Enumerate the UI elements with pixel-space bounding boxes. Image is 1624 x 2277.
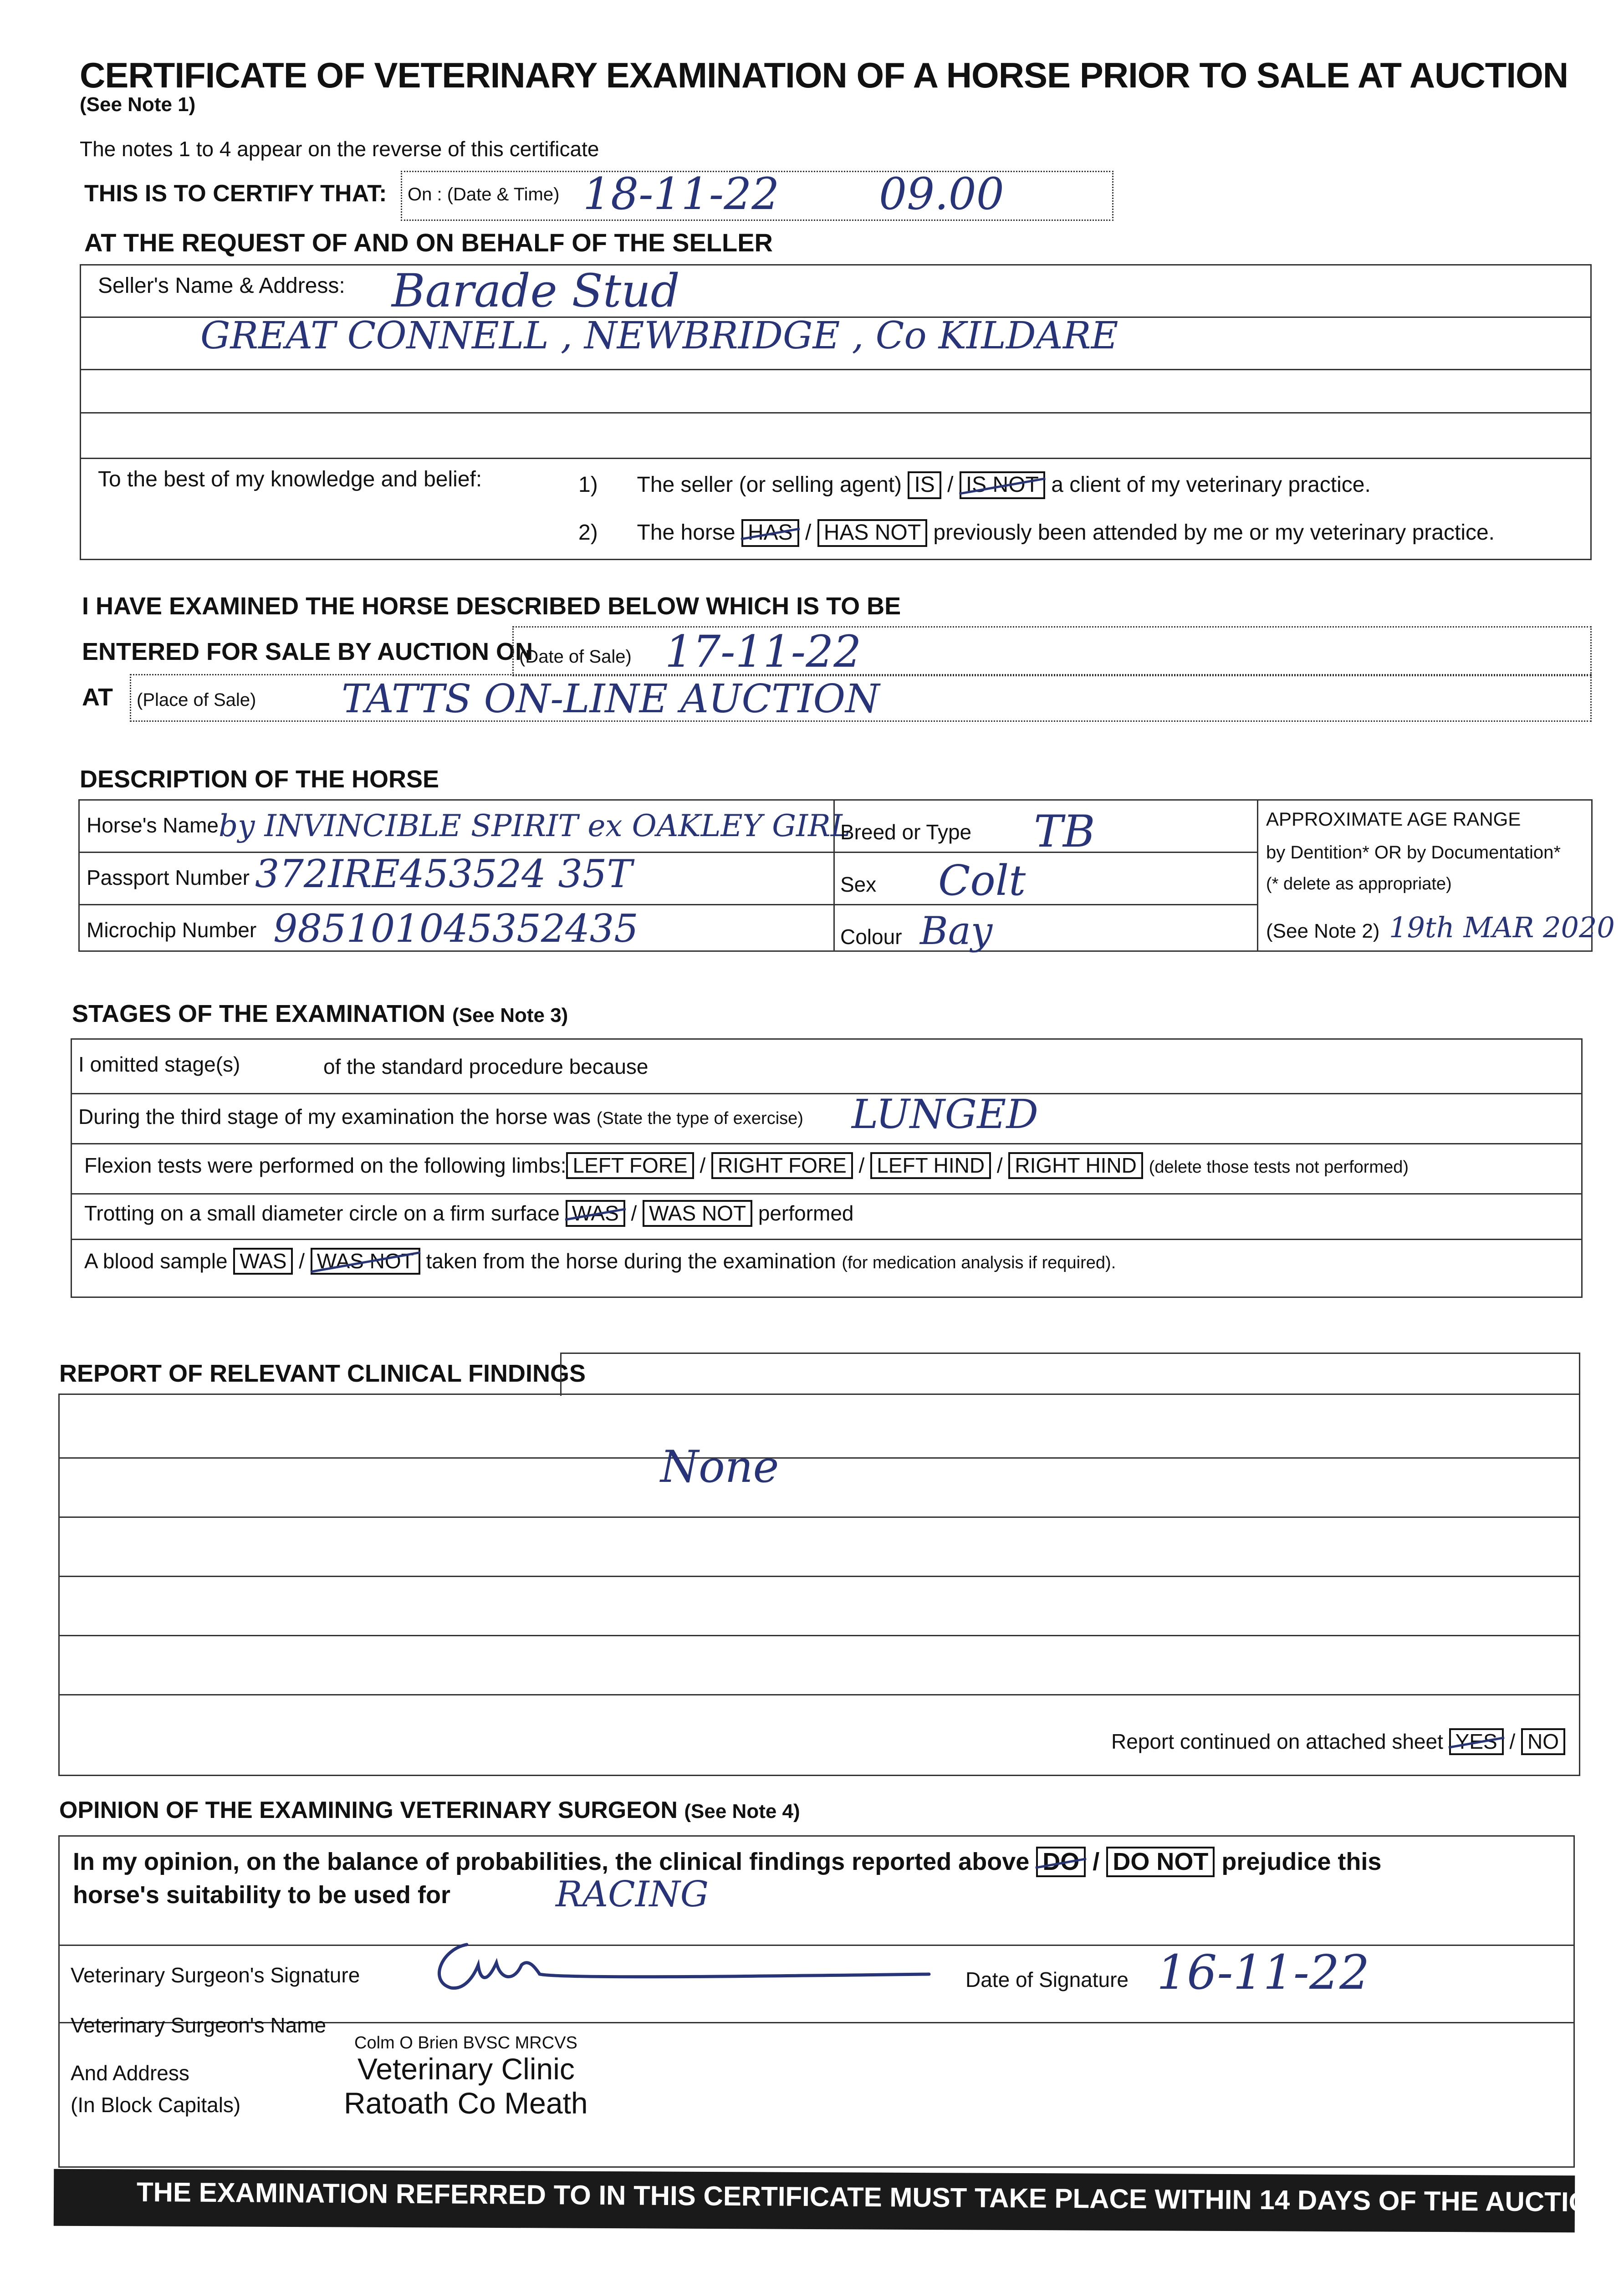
opinion-heading: [59, 1797, 800, 1824]
blood-was-not-option: WAS NOT: [311, 1248, 420, 1275]
exam-time-value: 09.00: [879, 168, 1004, 220]
seller-name-address-label: Seller's Name & Address:: [98, 274, 345, 298]
vet-name-label: Veterinary Surgeon's Name: [71, 2013, 327, 2037]
request-line: AT THE REQUEST OF AND ON BEHALF OF THE SELLER: [84, 228, 773, 257]
separator: /: [299, 1249, 305, 1273]
has-not-option: HAS NOT: [817, 519, 927, 547]
third-stage-note: (State the type of exercise): [596, 1109, 803, 1128]
blood-was-option: WAS: [233, 1248, 293, 1275]
on-date-time-label: On : (Date & Time): [408, 184, 560, 204]
report-continued-label: Report continued on attached sheet: [1111, 1730, 1443, 1753]
opinion-do-not-option: DO NOT: [1106, 1847, 1215, 1877]
horse-name-value: by INVINCIBLE SPIRIT ex OAKLEY GIRL: [219, 808, 851, 843]
item2-number: 2): [578, 521, 598, 545]
item2-post: previously been attended by me or my veterinary practice.: [933, 521, 1495, 545]
exam-date-value: 18-11-22: [583, 168, 780, 220]
is-not-option: IS NOT: [960, 471, 1045, 499]
place-of-sale-label: (Place of Sale): [137, 690, 256, 710]
flexion-label: Flexion tests were performed on the following limbs:: [84, 1154, 567, 1177]
entered-for-sale-label: ENTERED FOR SALE BY AUCTION ON: [82, 638, 533, 665]
date-of-sale-value: 17-11-22: [665, 626, 862, 677]
stages-heading: [72, 1000, 568, 1028]
date-of-signature-label: Date of Signature: [965, 1968, 1129, 1991]
seller-line-4: [81, 458, 1591, 459]
separator: /: [947, 473, 954, 497]
block-capitals-label: (In Block Capitals): [71, 2093, 241, 2117]
date-of-signature-value: 16-11-22: [1157, 1945, 1370, 2000]
item1-text: The seller (or selling agent): [637, 473, 902, 497]
seller-client-statement: [578, 471, 1371, 499]
report-line-1: [60, 1457, 1579, 1459]
signature-label: Veterinary Surgeon's Signature: [71, 1963, 360, 1987]
report-line-5: [60, 1694, 1579, 1695]
item1-post: a client of my veterinary practice.: [1051, 473, 1371, 497]
examined-heading: I HAVE EXAMINED THE HORSE DESCRIBED BELOW WHICH IS TO BE: [82, 592, 901, 620]
certificate-title: CERTIFICATE OF VETERINARY EXAMINATION OF A HORSE PRIOR TO SALE AT AUCTION: [80, 55, 1568, 95]
clinical-finding-value: None: [660, 1441, 779, 1492]
omitted-stage-post: of the standard procedure because: [323, 1055, 649, 1078]
horse-name-label: Horse's Name: [87, 813, 219, 837]
is-option: IS: [908, 471, 941, 499]
horse-attended-statement: [578, 519, 1495, 547]
seller-line-2: [81, 369, 1591, 370]
passport-label: Passport Number: [87, 866, 250, 889]
at-label: AT: [82, 684, 113, 711]
opinion-text: In my opinion, on the balance of probabilities, the clinical findings reported above: [73, 1848, 1030, 1875]
stages-see-note-3: (See Note 3): [452, 1004, 568, 1026]
age-range-line3: (* delete as appropriate): [1266, 874, 1452, 893]
seller-name-value: Barade Stud: [392, 264, 680, 317]
third-stage-line: [78, 1104, 803, 1129]
item2-text: The horse: [637, 521, 735, 545]
see-note-1: (See Note 1): [80, 93, 196, 116]
separator: /: [1093, 1848, 1100, 1875]
breed-label: Breed or Type: [840, 820, 972, 844]
microchip-label: Microchip Number: [87, 918, 257, 942]
separator: /: [1509, 1730, 1516, 1753]
report-line-2: [60, 1516, 1579, 1518]
vet-stamp-line2: Veterinary Clinic: [357, 2052, 575, 2086]
vet-signature: [424, 1931, 938, 1999]
intended-use-value: RACING: [556, 1874, 709, 1915]
separator: /: [805, 521, 812, 545]
third-stage-value: LUNGED: [852, 1091, 1038, 1138]
opinion-heading-text: OPINION OF THE EXAMINING VETERINARY SURGEON: [59, 1797, 678, 1823]
seller-address-value: GREAT CONNELL , NEWBRIDGE , Co KILDARE: [200, 314, 1118, 357]
age-value: 19th MAR 2020: [1389, 911, 1615, 944]
description-heading: DESCRIPTION OF THE HORSE: [80, 766, 439, 793]
stages-line-3: [72, 1193, 1582, 1195]
passport-value: 372IRE453524 35T: [255, 852, 633, 896]
trotting-was-option: WAS: [566, 1200, 625, 1227]
colour-value: Bay: [920, 909, 993, 953]
report-continued-line: [1111, 1728, 1565, 1755]
blood-note: (for medication analysis if required).: [842, 1253, 1116, 1272]
description-divider-2: [1257, 799, 1258, 952]
sex-label: Sex: [840, 873, 877, 896]
report-box: [58, 1394, 1580, 1776]
flexion-left-fore: LEFT FORE: [566, 1152, 694, 1179]
report-heading-box: [560, 1353, 1580, 1396]
blood-sample-line: [84, 1248, 1116, 1275]
separator: /: [996, 1154, 1003, 1177]
opinion-line2: horse's suitability to be used for: [73, 1881, 450, 1909]
flexion-line: [84, 1152, 1409, 1179]
flexion-note: (delete those tests not performed): [1149, 1158, 1409, 1177]
opinion-see-note-4: (See Note 4): [684, 1800, 800, 1823]
trotting-post: performed: [758, 1201, 854, 1225]
has-option: HAS: [741, 519, 799, 547]
description-row-line-2: [80, 904, 1257, 905]
notes-line: The notes 1 to 4 appear on the reverse of this certificate: [80, 137, 599, 161]
footer-banner-text: THE EXAMINATION REFERRED TO IN THIS CERTIFICATE MUST TAKE PLACE WITHIN 14 DAYS OF THE AUCTION: [136, 2176, 1610, 2218]
trotting-was-not-option: WAS NOT: [643, 1200, 752, 1227]
stages-heading-text: STAGES OF THE EXAMINATION: [72, 1000, 446, 1027]
vet-address-label: And Address: [71, 2061, 189, 2085]
stages-line-1: [72, 1093, 1582, 1094]
vet-stamp-line1: Colm O Brien BVSC MRCVS: [354, 2033, 577, 2052]
report-line-4: [60, 1635, 1579, 1636]
knowledge-label: To the best of my knowledge and belief:: [98, 467, 482, 491]
opinion-text-post: prejudice this: [1221, 1848, 1382, 1875]
separator: /: [700, 1154, 706, 1177]
trotting-line: [84, 1200, 854, 1227]
age-range-line2: by Dentition* OR by Documentation*: [1266, 842, 1561, 863]
age-see-note-2: (See Note 2): [1266, 920, 1380, 942]
continued-no-option: NO: [1521, 1728, 1565, 1755]
blood-post: taken from the horse during the examination: [426, 1249, 836, 1273]
microchip-value: 985101045352435: [273, 906, 638, 951]
separator: /: [858, 1154, 865, 1177]
date-of-sale-label: (Date of Sale): [519, 647, 632, 667]
flexion-right-hind: RIGHT HIND: [1008, 1152, 1143, 1179]
opinion-statement: [73, 1847, 1381, 1877]
report-line-3: [60, 1576, 1579, 1577]
place-of-sale-value: TATTS ON-LINE AUCTION: [342, 676, 880, 722]
third-stage-label: During the third stage of my examination the horse was: [78, 1105, 591, 1128]
omitted-stage-label: I omitted stage(s): [78, 1052, 240, 1076]
stages-line-2: [72, 1143, 1582, 1144]
item1-number: 1): [578, 473, 598, 497]
separator: /: [631, 1201, 637, 1225]
sex-value: Colt: [938, 856, 1026, 905]
seller-line-3: [81, 412, 1591, 414]
trotting-label: Trotting on a small diameter circle on a firm surface: [84, 1201, 560, 1225]
stages-line-4: [72, 1239, 1582, 1240]
flexion-left-hind: LEFT HIND: [870, 1152, 991, 1179]
report-heading: REPORT OF RELEVANT CLINICAL FINDINGS: [59, 1360, 586, 1387]
continued-yes-option: YES: [1449, 1728, 1504, 1755]
certify-label: THIS IS TO CERTIFY THAT:: [84, 180, 387, 207]
breed-value: TB: [1034, 806, 1095, 857]
colour-label: Colour: [840, 925, 902, 949]
blood-label: A blood sample: [84, 1249, 228, 1273]
vet-stamp-line3: Ratoath Co Meath: [344, 2086, 588, 2120]
age-range-heading: APPROXIMATE AGE RANGE: [1266, 808, 1521, 830]
opinion-do-option: DO: [1036, 1847, 1086, 1877]
flexion-right-fore: RIGHT FORE: [711, 1152, 853, 1179]
